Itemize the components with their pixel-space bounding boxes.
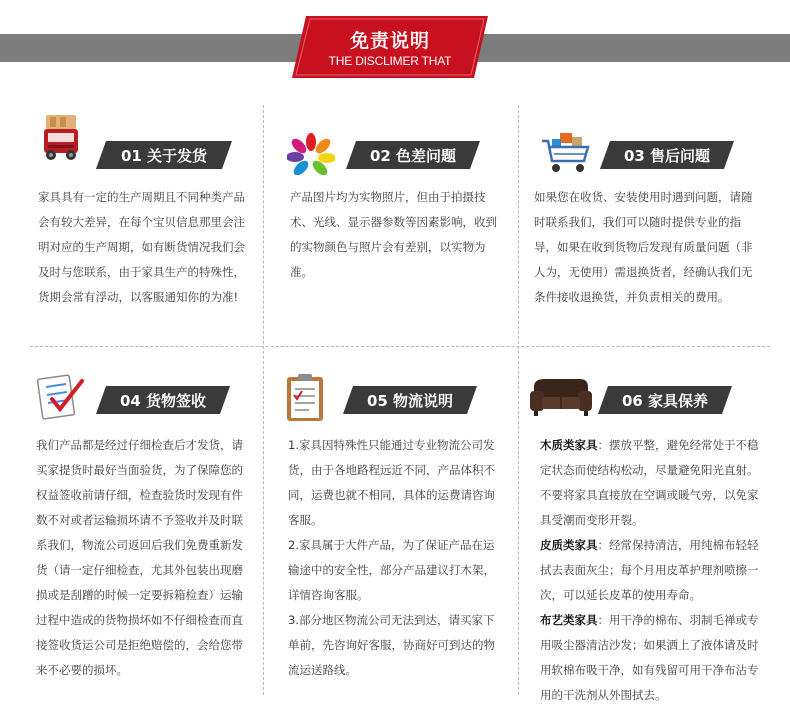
divider-horizontal: [30, 346, 770, 347]
section-label: 01 关于发货: [120, 147, 208, 165]
section-label-tag: [598, 386, 732, 414]
clipboard-icon: [285, 373, 325, 427]
section-text: 产品图片均为实物照片，但由于拍摄技术、光线、显示器参数等因素影响，收到的实物颜色与照片会有差别，以实物为准。: [290, 190, 497, 279]
section-label: 04 货物签收: [119, 392, 207, 410]
section-text: 我们产品都是经过仔细检查后才发货，请买家提货时最好当面验货，为了保障您的权益签收前请仔细，检查验货时发现有件数不对或者运输损坏请不予签收并及时联系我们，物流公司返回后我们免费重新发货（请一定仔细检查，尤其外包装出现磨损或是刮蹭的时候一定要拆箱检查）运输过程中造成的货物损坏如不仔细检查而直接签收货运公司是拒绝赔偿的，会给您带来不必要的损坏。: [36, 438, 243, 677]
section-label: 06 家具保养: [621, 392, 709, 410]
section-label-tag: [346, 141, 480, 169]
section-label-tag: [600, 141, 734, 169]
section-label-tag: [343, 386, 477, 414]
paragraph: 1.家具因特殊性只能通过专业物流公司发货，由于各地路程远近不同，产品体积不同，运费也就不相同，具体的运费请咨询客服。: [288, 438, 495, 527]
checklist-icon: [36, 371, 86, 425]
section-label-tag: [96, 141, 232, 169]
section-text: 如果您在收货、安装使用时遇到问题，请随时联系我们，我们可以随时提供专业的指导，如果在收到货物后发现有质量问题（非人为，无使用）需退换货者，经确认我们无条件接收退换货，并负责相关的费用。: [534, 190, 753, 304]
section-text: [288, 433, 502, 683]
truck-icon: [40, 113, 86, 167]
section-label: 02 色差问题: [369, 147, 457, 165]
section-text: 家具具有一定的生产周期且不同种类产品会有较大差异，在每个宝贝信息那里会注明对应的生产周期，如有断货情况我们会及时与您联系，由于家具生产的特殊性，货期会常有浮动，以客服通知你的为准!: [38, 190, 245, 304]
section-label: 03 售后问题: [623, 147, 711, 165]
page-subtitle: THE DISCLIMER THAT: [328, 54, 452, 68]
sofa-icon: [530, 377, 592, 421]
care-desc: ：摆放平整，避免经常处于不稳定状态而使结构松动，尽量避免阳光直射。不要将家具直接放在空调或暖气旁，以免家具受潮而变形开裂。: [540, 438, 759, 527]
paragraph: 3.部分地区物流公司无法到达，请买家下单前，先咨询好客服，协商好可到达的物流运送路线。: [288, 613, 495, 677]
care-term: 木质类家具: [540, 438, 598, 452]
page-title: 免责说明: [349, 30, 430, 52]
care-item-leather: [540, 533, 766, 608]
care-desc: ：经常保持清洁，用纯棉布轻轻拭去表面灰尘；每个月用皮革护理剂喷擦一次，可以延长皮革的使用寿命。: [540, 538, 759, 602]
section-text: [540, 433, 766, 707]
divider-vertical-1: [263, 105, 264, 695]
care-desc: ：用干净的棉布、羽制毛禅或专用吸尘器清洁沙发；如果洒上了液体请及时用软棉布吸干净，如有残留可用干净布沾专用的干洗剂从外围拭去。: [540, 613, 759, 702]
care-term: 布艺类家具: [540, 613, 598, 627]
shopping-cart-icon: [540, 131, 592, 179]
color-palette-icon: [287, 133, 335, 179]
header-badge: [292, 16, 488, 78]
care-item-wood: [540, 433, 766, 533]
care-term: 皮质类家具: [540, 538, 598, 552]
section-label-tag: [96, 386, 230, 414]
divider-vertical-2: [518, 105, 519, 695]
paragraph: 2.家具属于大件产品，为了保证产品在运输途中的安全性，部分产品建议打木架，详情咨询客服。: [288, 538, 495, 602]
section-label: 05 物流说明: [366, 392, 454, 410]
care-item-fabric: [540, 608, 766, 707]
